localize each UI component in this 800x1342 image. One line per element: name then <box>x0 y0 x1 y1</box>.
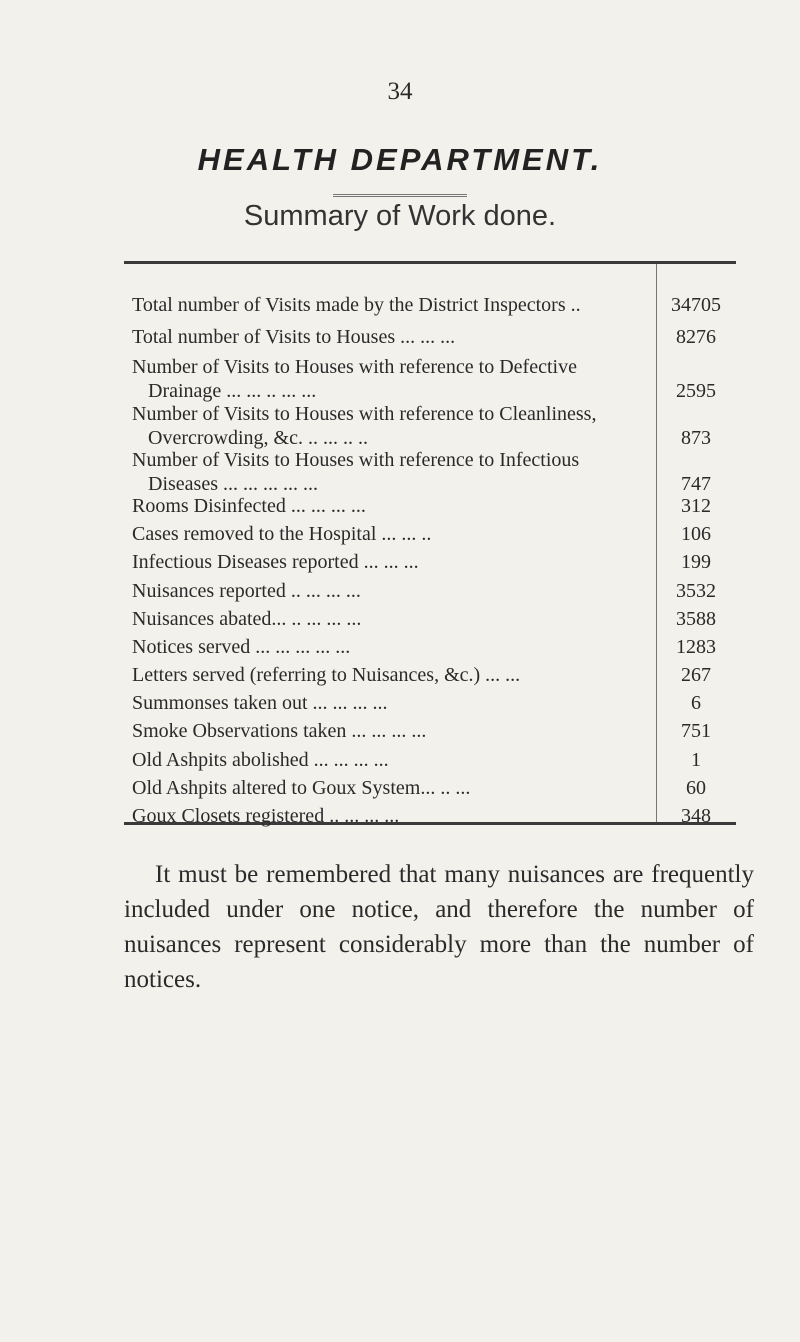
row-label <box>132 448 652 496</box>
row-label-text: Smoke Observations taken ... ... ... ... <box>132 720 427 742</box>
page-heading: HEALTH DEPARTMENT. <box>197 142 603 177</box>
row-value: 747 <box>681 473 711 495</box>
row-value: 312 <box>681 495 711 517</box>
row-label-text: Goux Closets registered .. ... ... ... <box>132 805 400 827</box>
row-value: 199 <box>681 551 711 573</box>
page-number: 34 <box>387 78 413 105</box>
row-label-text: Cases removed to the Hospital ... ... .. <box>132 523 432 545</box>
row-value: 3532 <box>676 580 716 602</box>
summary-table <box>124 261 736 825</box>
row-label <box>132 550 652 574</box>
row-label <box>132 607 652 631</box>
row-label-text: Number of Visits to Houses with reference to Defective <box>132 356 577 378</box>
row-label-text: Number of Visits to Houses with reference to Infectious <box>132 449 580 471</box>
row-value: 873 <box>681 427 711 449</box>
row-label-text: Infectious Diseases reported ... ... ... <box>132 551 419 573</box>
row-label <box>132 776 652 800</box>
row-value: 3588 <box>676 608 716 630</box>
row-value: 1283 <box>676 636 716 658</box>
row-label <box>132 522 652 546</box>
page-subtitle: Summary of Work done. <box>243 200 557 232</box>
row-label <box>132 804 652 828</box>
row-label <box>132 663 652 687</box>
row-label <box>132 402 652 450</box>
row-value: 348 <box>681 805 711 827</box>
row-value: 2595 <box>676 380 716 402</box>
row-label-text: Letters served (referring to Nuisances, &c.) ... ... <box>132 664 521 686</box>
row-label-text: Rooms Disinfected ... ... ... ... <box>132 495 366 517</box>
row-label-text: Nuisances reported .. ... ... ... <box>132 580 361 602</box>
row-label-text: Number of Visits to Houses with reference to Cleanliness, <box>132 403 597 425</box>
row-value: 34705 <box>671 294 721 316</box>
row-label-continuation: Diseases ... ... ... ... ... <box>148 473 318 495</box>
row-label <box>132 494 652 518</box>
row-label-text: Old Ashpits altered to Goux System... .. ... <box>132 777 471 799</box>
row-label-text: Nuisances abated... .. ... ... ... <box>132 608 362 630</box>
row-label <box>132 293 652 317</box>
row-label-continuation: Overcrowding, &c. .. ... .. .. <box>148 427 368 449</box>
heading-underline <box>333 194 467 197</box>
row-label <box>132 635 652 659</box>
row-value: 106 <box>681 523 711 545</box>
row-label-text: Summonses taken out ... ... ... ... <box>132 692 388 714</box>
row-value: 6 <box>691 692 701 714</box>
row-label-continuation: Drainage ... ... .. ... ... <box>148 380 317 402</box>
row-label-text: Total number of Visits made by the District Inspectors .. <box>132 294 581 316</box>
footnote-paragraph: It must be remembered that many nuisances are frequently included under one notice, and therefore the number of nuisances represent considerably more than the number of notices. <box>124 861 754 993</box>
row-value: 60 <box>686 777 706 799</box>
row-value: 751 <box>681 720 711 742</box>
row-value: 1 <box>691 749 701 771</box>
row-value: 8276 <box>676 326 716 348</box>
row-label-text: Old Ashpits abolished ... ... ... ... <box>132 749 389 771</box>
row-label <box>132 325 652 349</box>
row-value: 267 <box>681 664 711 686</box>
row-label <box>132 748 652 772</box>
row-label <box>132 355 652 403</box>
row-label-text: Total number of Visits to Houses ... ... ... <box>132 326 456 348</box>
row-label-text: Notices served ... ... ... ... ... <box>132 636 351 658</box>
row-label <box>132 691 652 715</box>
row-label <box>132 579 652 603</box>
row-label <box>132 719 652 743</box>
